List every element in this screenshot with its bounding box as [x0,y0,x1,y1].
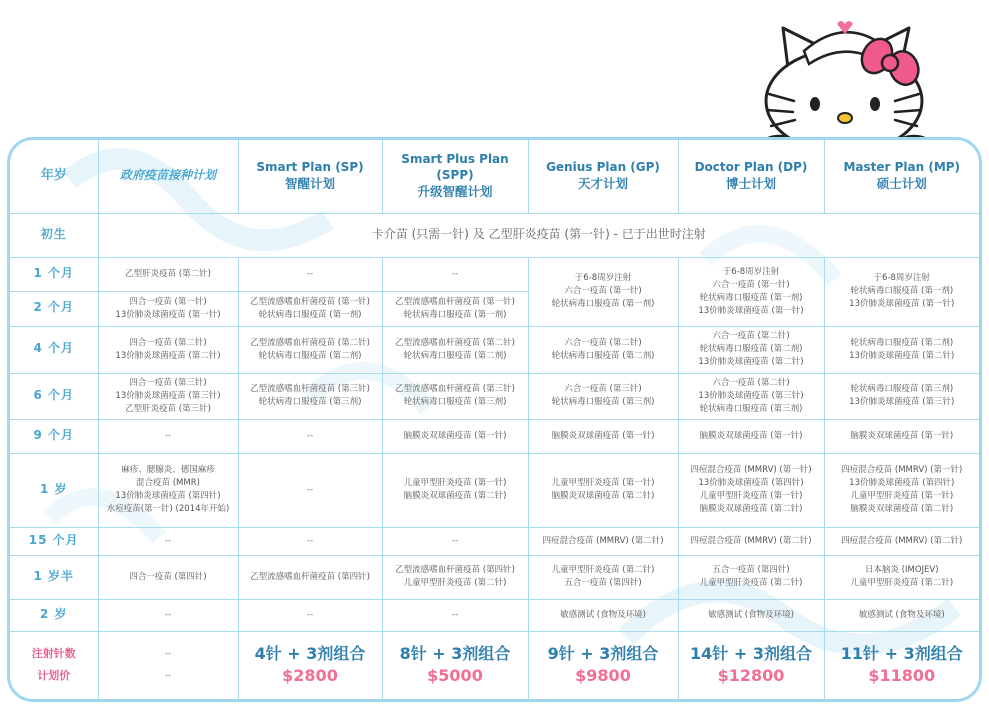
vaccine-line: 四合一疫苗 (第三针) [129,377,207,388]
spp-cell [382,599,528,631]
vaccine-line: 麻疹、腮腺炎、德国麻疹 [121,465,215,475]
mp-cell [824,527,979,555]
empty-dash: -- [164,649,172,660]
gov-cell [98,257,238,291]
empty-dash: -- [306,609,314,620]
dp-cell [678,555,824,599]
vaccine-line: 四合一疫苗 (第四针) [129,571,207,582]
age-label: 1 岁 [39,481,68,496]
dp-cell [678,373,824,419]
vaccine-line: 乙型肝炎疫苗 (第三针) [125,403,211,414]
spp-cell [382,291,528,326]
age-cell [10,555,98,599]
gov-cell [98,453,238,527]
age-label: 2 岁 [39,606,68,621]
vaccine-line: 乙型流感嗜血杆菌疫苗 (第四针) [250,571,370,582]
shot-count: 9针 + 3剂组合 [547,644,659,664]
vaccine-line: 四痘混合疫苗 (MMRV) (第二针) [841,535,963,546]
sp-cell [238,373,382,419]
vaccine-line: 13价肺炎球菌疫苗 (第四针) [115,491,221,501]
empty-dash: -- [164,609,172,620]
empty-dash: -- [306,484,314,495]
vaccine-line: 儿童甲型肝炎疫苗 (第二针) [850,578,954,588]
plan-header-sp [238,140,382,213]
vaccine-line: 脑膜炎双球菌疫苗 (第二针) [403,491,507,501]
age-label: 6 个月 [33,387,75,402]
sp-cell [238,555,382,599]
empty-dash: -- [164,671,172,682]
vaccine-line: 六合一疫苗 (第二针) [712,377,790,388]
gov-cell [98,326,238,373]
age-label: 1 岁半 [33,568,75,583]
gp-cell [528,257,678,326]
sp-cell [238,599,382,631]
vaccine-line: 六合一疫苗 (第一针) [564,286,642,296]
age-label: 9 个月 [33,427,75,442]
summary-row [10,631,979,699]
row-6-months [10,373,979,419]
gov-cell [98,373,238,419]
plan-price: $5000 [427,666,483,686]
row-1-5-years [10,555,979,599]
shot-count: 8针 + 3剂组合 [399,644,511,664]
vaccine-line: 五合一疫苗 (第四针) [564,578,642,588]
vaccine-line: 13价肺炎球菌疫苗 (第四针) [698,478,804,488]
age-cell [10,213,98,257]
plan-price: $12800 [717,666,785,686]
gp-cell [528,373,678,419]
age-label: 15 个月 [28,532,79,547]
shot-count: 14针 + 3剂组合 [690,644,812,664]
spp-cell [382,555,528,599]
plan-header-gp [528,140,678,213]
vaccine-line: 轮状病毒口服疫苗 (第二剂) [699,344,803,354]
hello-kitty-nurse-mascot [749,6,939,156]
vaccine-line: 六合一疫苗 (第一针) [712,279,790,290]
sp-cell [238,326,382,373]
header-row [10,140,979,213]
plan-name-en: Genius Plan (GP) [546,160,660,175]
vaccine-line: 儿童甲型肝炎疫苗 (第一针) [403,478,507,488]
vaccine-line: 脑膜炎双球菌疫苗 (第二针) [850,504,954,514]
gov-cell [98,555,238,599]
plan-price: $11800 [868,666,936,686]
row-4-months [10,326,979,373]
vaccine-line: 轮状病毒口服疫苗 (第一剂) [403,309,507,320]
age-cell [10,373,98,419]
vaccine-line: 脑膜炎双球菌疫苗 (第一针) [551,430,655,441]
gp-cell [528,555,678,599]
spp-cell [382,373,528,419]
spp-cell [382,419,528,453]
vaccine-line: 于6-8周岁注射 [722,266,780,277]
plan-name-en: Master Plan (MP) [843,160,961,175]
vaccine-line: 13价肺炎球菌疫苗 (第三针) [698,390,804,401]
age-label: 4 个月 [33,341,75,355]
sp-cell [238,527,382,555]
empty-dash: -- [306,535,314,546]
vaccine-line: 四痘混合疫苗 (MMRV) (第二针) [542,535,664,546]
mp-cell [824,326,979,373]
age-label: 1 个月 [33,265,75,280]
gp-cell [528,527,678,555]
summary-label-cell [10,631,98,699]
empty-dash: -- [451,535,459,546]
mp-cell [824,453,979,527]
age-label: 初生 [40,226,67,241]
vaccine-line: 乙型流感嗜血杆菌疫苗 (第二针) [395,337,515,348]
vaccine-line: 13价肺炎球菌疫苗 (第一针) [698,305,804,316]
birth-note: 卡介苗 (只需一针) 及 乙型肝炎疫苗 (第一针) - 已于出世时注射 [371,226,706,241]
vaccine-line: 于6-8周岁注射 [873,273,930,283]
vaccine-line: 13价肺炎球菌疫苗 (第三针) [115,390,221,401]
vaccine-line: 轮状病毒口服疫苗 (第三剂) [551,397,655,407]
plan-header-spp [382,140,528,213]
vaccine-line: 儿童甲型肝炎疫苗 (第二针) [699,578,803,588]
vaccine-line: 轮状病毒口服疫苗 (第一剂) [551,299,655,309]
gov-cell [98,599,238,631]
vaccine-line: 四合一疫苗 (第二针) [129,337,207,348]
vaccine-line: 轮状病毒口服疫苗 (第一剂) [850,286,954,296]
shot-count: 11针 + 3剂组合 [840,644,963,664]
vaccine-line: 13价肺炎球菌疫苗 (第二针) [698,357,804,367]
vaccine-line: 13价肺炎球菌疫苗 (第一针) [115,309,221,320]
plan-name-zh: 博士计划 [725,176,776,192]
plan-header-mp [824,140,979,213]
plan-name-zh: 智醒计划 [284,176,335,192]
gov-column-header [98,140,238,213]
vaccine-line: 轮状病毒口服疫苗 (第二剂) [258,350,362,361]
empty-dash: -- [306,268,314,279]
vaccine-line: 敏感测试 (食物及环境) [858,609,945,620]
birth-note-cell [98,213,979,257]
vaccine-line: 轮状病毒口服疫苗 (第三剂) [850,384,954,394]
sp-summary-cell [238,631,382,699]
row-2-years [10,599,979,631]
plan-name-en: Smart Plus Plan (SPP) [401,152,509,183]
spp-cell [382,527,528,555]
vaccine-line: 敏感测试 (食物及环境) [560,609,646,620]
spp-summary-cell [382,631,528,699]
vaccine-line: 轮状病毒口服疫苗 (第一剂) [699,292,803,303]
empty-dash: -- [164,430,172,441]
age-cell [10,291,98,326]
vaccine-line: 六合一疫苗 (第二针) [564,337,642,348]
plan-header-dp [678,140,824,213]
vaccine-line: 脑膜炎双球菌疫苗 (第二针) [699,504,803,514]
dp-cell [678,527,824,555]
vaccine-line: 脑膜炎双球菌疫苗 (第一针) [850,430,954,441]
plan-price-label: 计划价 [37,669,71,683]
dp-cell [678,257,824,326]
vaccine-line: 轮状病毒口服疫苗 (第二剂) [403,350,507,361]
vaccine-line: 六合一疫苗 (第二针) [712,331,790,341]
vaccine-line: 脑膜炎双球菌疫苗 (第一针) [403,430,507,441]
vaccine-line: 轮状病毒口服疫苗 (第一剂) [258,309,362,320]
age-column-header [10,140,98,213]
age-cell [10,257,98,291]
gov-cell [98,527,238,555]
vaccine-line: 六合一疫苗 (第三针) [564,384,642,394]
mp-cell [824,599,979,631]
vaccine-line: 儿童甲型肝炎疫苗 (第一针) [699,491,803,501]
vaccine-line: 四痘混合疫苗 (MMRV) (第一针) [690,465,812,475]
empty-dash: -- [451,268,459,279]
dp-summary-cell [678,631,824,699]
vaccine-line: 五合一疫苗 (第四针) [712,565,790,575]
plan-name-zh: 天才计划 [577,176,628,192]
dp-cell [678,326,824,373]
vaccine-line: 四痘混合疫苗 (MMRV) (第二针) [690,535,812,546]
vaccine-line: 日本脑炎 (IMOJEV) [864,565,939,575]
gp-cell [528,599,678,631]
sp-cell [238,419,382,453]
gp-cell [528,453,678,527]
vaccine-line: 轮状病毒口服疫苗 (第三剂) [699,403,803,414]
vaccine-line: 儿童甲型肝炎疫苗 (第二针) [403,578,507,588]
spp-cell [382,326,528,373]
age-cell [10,599,98,631]
shot-count: 4针 + 3剂组合 [254,644,366,664]
plan-name-zh: 硕士计划 [876,176,927,192]
vaccine-line: 乙型流感嗜血杆菌疫苗 (第三针) [250,384,370,394]
row-1-year [10,453,979,527]
empty-dash: -- [306,430,314,441]
birth-row [10,213,979,257]
gov-column-header-label: 政府疫苗接种计划 [119,167,216,182]
gov-summary-cell [98,631,238,699]
plan-name-en: Doctor Plan (DP) [694,160,808,175]
gp-cell [528,419,678,453]
sp-cell [238,291,382,326]
age-column-header-label: 年岁 [40,167,67,183]
vaccine-line: 轮状病毒口服疫苗 (第三剂) [403,397,507,407]
dp-cell [678,599,824,631]
vaccine-line: 四痘混合疫苗 (MMRV) (第一针) [841,465,963,475]
vaccine-line: 乙型流感嗜血杆菌疫苗 (第一针) [250,296,370,307]
vaccine-line: 混合疫苗 (MMR) [136,478,200,488]
vaccine-line: 13价肺炎球菌疫苗 (第四针) [849,478,955,488]
gp-cell [528,326,678,373]
plan-price: $9800 [575,666,631,686]
gov-cell [98,291,238,326]
vaccine-line: 脑膜炎双球菌疫苗 (第二针) [551,491,655,501]
age-cell [10,326,98,373]
row-9-months [10,419,979,453]
sp-cell [238,257,382,291]
vaccine-line: 乙型流感嗜血杆菌疫苗 (第二针) [250,337,370,348]
gov-cell [98,419,238,453]
vaccination-plan-table [10,140,979,699]
sp-cell [238,453,382,527]
vaccine-line: 13价肺炎球菌疫苗 (第二针) [849,350,955,361]
plan-name-zh: 升级智醒计划 [417,184,493,200]
vaccine-line: 轮状病毒口服疫苗 (第三剂) [258,397,362,407]
vaccine-line: 脑膜炎双球菌疫苗 (第一针) [699,430,803,441]
mp-summary-cell [824,631,979,699]
spp-cell [382,257,528,291]
mp-cell [824,419,979,453]
vaccine-line: 乙型流感嗜血杆菌疫苗 (第四针) [395,565,515,575]
age-cell [10,419,98,453]
row-15-months [10,527,979,555]
dp-cell [678,419,824,453]
plan-price: $2800 [282,666,338,686]
age-cell [10,453,98,527]
mp-cell [824,257,979,326]
spp-cell [382,453,528,527]
vaccine-line: 于6-8周岁注射 [574,273,632,283]
vaccine-line: 儿童甲型肝炎疫苗 (第二针) [551,565,655,575]
vaccine-line: 轮状病毒口服疫苗 (第二剂) [551,350,655,361]
shot-count-label: 注射针数 [31,647,76,661]
vaccine-line: 13价肺炎球菌疫苗 (第一针) [849,299,955,309]
vaccine-line: 敏感测试 (食物及环境) [708,609,794,620]
vaccine-line: 四合一疫苗 (第一针) [129,296,207,307]
row-1-month [10,257,979,291]
vaccine-line: 乙型流感嗜血杆菌疫苗 (第一针) [395,296,515,307]
vaccine-line: 儿童甲型肝炎疫苗 (第一针) [551,478,655,488]
vaccination-plan-card [7,137,982,702]
vaccine-line: 13价肺炎球菌疫苗 (第二针) [115,350,221,361]
age-label: 2 个月 [33,300,75,314]
dp-cell [678,453,824,527]
plan-name-en: Smart Plan (SP) [256,160,364,175]
vaccine-line: 13价肺炎球菌疫苗 (第三针) [849,397,955,407]
age-cell [10,527,98,555]
vaccine-line: 儿童甲型肝炎疫苗 (第一针) [850,491,954,501]
vaccine-line: 乙型肝炎疫苗 (第二针) [125,268,211,279]
vaccine-line: 乙型流感嗜血杆菌疫苗 (第三针) [395,384,515,394]
mp-cell [824,373,979,419]
empty-dash: -- [164,535,172,546]
vaccine-line: 轮状病毒口服疫苗 (第二剂) [850,337,954,348]
gp-summary-cell [528,631,678,699]
mp-cell [824,555,979,599]
empty-dash: -- [451,609,459,620]
vaccine-line: 水痘疫苗(第一针) (2014年开始) [106,504,230,514]
